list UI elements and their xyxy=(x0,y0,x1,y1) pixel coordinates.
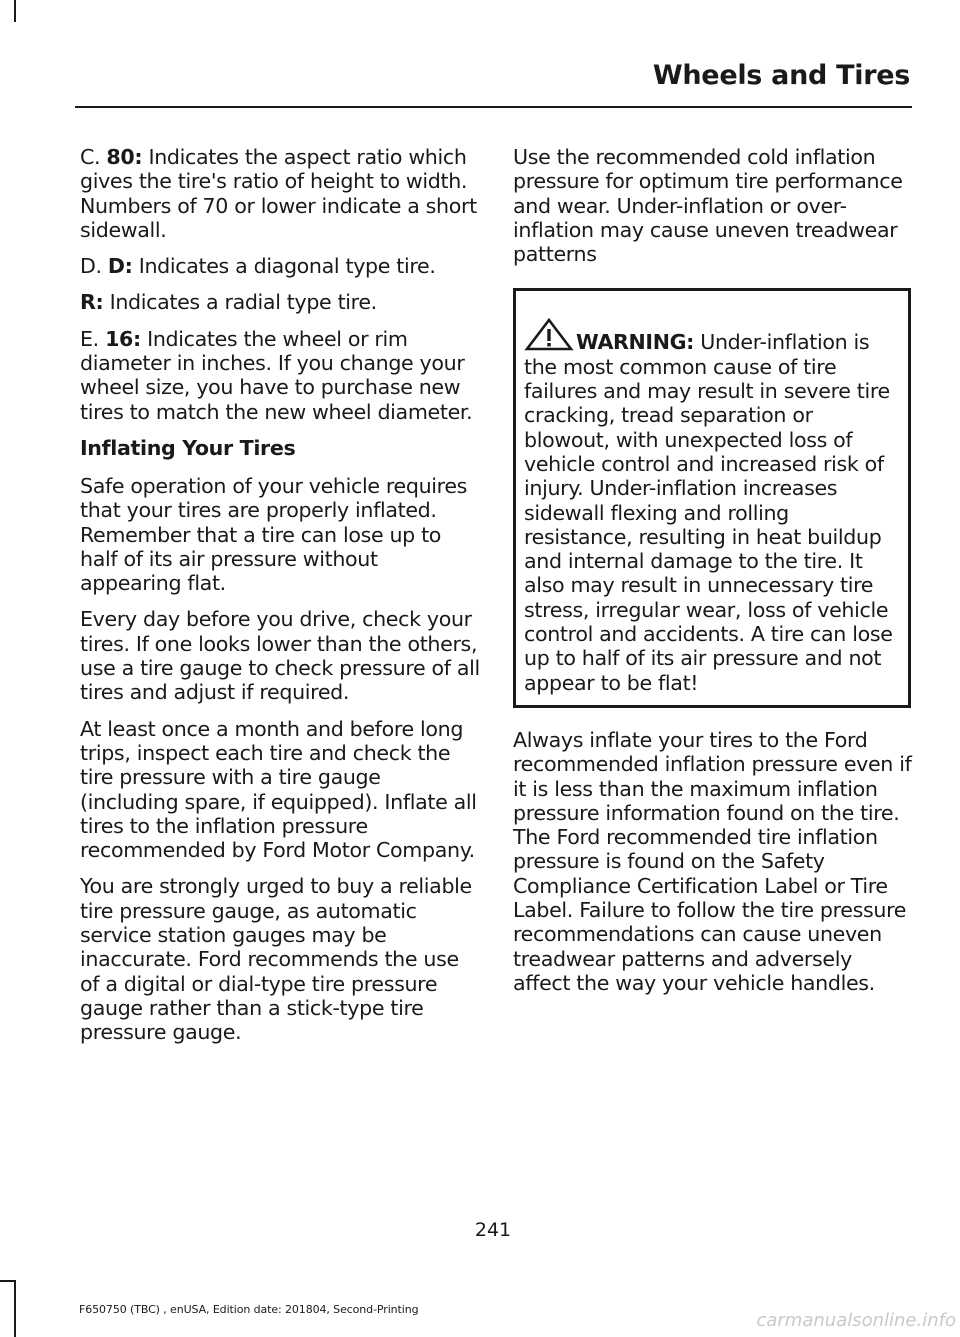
crop-mark-top-left xyxy=(14,0,16,22)
paragraph: You are strongly urged to buy a reliable tire pressure gauge, as automatic service station gauges may be inaccurate. Ford recommends the use of a digital or dial-type tire pressure gauge rather than a stick-type tire pressure gauge. xyxy=(80,874,472,1045)
spec-code: D: xyxy=(107,254,133,279)
paragraph: Use the recommended cold inflation pressure for optimum tire performance and wear. Under-inflation or over-inflation may cause uneven treadwear patterns xyxy=(513,145,903,267)
paragraph: Always inflate your tires to the Ford recommended inflation pressure even if it is less than the maximum inflation pressure information found on the tire. The Ford recommended tire inflation pressure is found on the Safety Compliance Certification Label or Tire Label. Failure to follow the tire pressure recommendations can cause uneven treadwear patterns and adversely affect the way your vehicle handles. xyxy=(513,727,912,995)
spec-item-c: C. 80: Indicates the aspect ratio which gives the tire's ratio of height to width. Numbers of 70 or lower indicate a short sidewall. xyxy=(80,145,477,242)
header-divider xyxy=(75,106,912,108)
right-column xyxy=(513,145,913,1007)
page-number: 241 xyxy=(474,1219,512,1241)
crop-mark-bottom-left xyxy=(14,1280,16,1337)
warning-label: WARNING: xyxy=(576,330,695,355)
page-title: Wheels and Tires xyxy=(652,60,910,91)
paragraph: Every day before you drive, check your tires. If one looks lower than the others, use a tire gauge to check pressure of all tires and adjust if required. xyxy=(80,607,480,705)
footer-edition-info: F650750 (TBC) , enUSA, Edition date: 201804, Second-Printing xyxy=(79,1303,419,1316)
spec-code: 16: xyxy=(105,326,141,351)
left-column xyxy=(80,145,480,1057)
warning-text: Under-inflation is the most common cause of tire failures and may result in severe tire cracking, tread separation or blowout, with unexpected loss of vehicle control and increased risk of injury. Under-inflation increases sidewall flexing and rolling resistance, resulting in heat buildup and internal damage to the tire. It also may result in unnecessary tire stress, irregular wear, loss of vehicle control and accidents. A tire can lose up to half of its air pressure and not appear to be flat! xyxy=(524,330,893,695)
spec-code: R: xyxy=(80,290,104,315)
spec-item-r: R: Indicates a radial type tire. xyxy=(80,290,377,315)
spec-item-d: D. D: Indicates a diagonal type tire. xyxy=(80,254,436,279)
warning-triangle-icon xyxy=(524,317,574,351)
crop-mark-bottom-left-h xyxy=(0,1280,16,1282)
spec-item-e: E. 16: Indicates the wheel or rim diameter in inches. If you change your wheel size, you have to purchase new tires to match the new wheel diameter. xyxy=(80,326,473,424)
watermark: carmanualsonline.info xyxy=(756,1310,956,1331)
paragraph: At least once a month and before long trips, inspect each tire and check the tire pressure with a tire gauge (including spare, if equipped). Inflate all tires to the inflation pressure recommended by Ford Motor Company. xyxy=(80,716,477,863)
spec-code: 80: xyxy=(106,145,143,169)
paragraph: Safe operation of your vehicle requires that your tires are properly inflated. Remember that a tire can lose up to half of its air pressure without appearing flat. xyxy=(80,473,468,596)
section-heading: Inflating Your Tires xyxy=(80,435,296,460)
warning-box xyxy=(513,288,911,707)
